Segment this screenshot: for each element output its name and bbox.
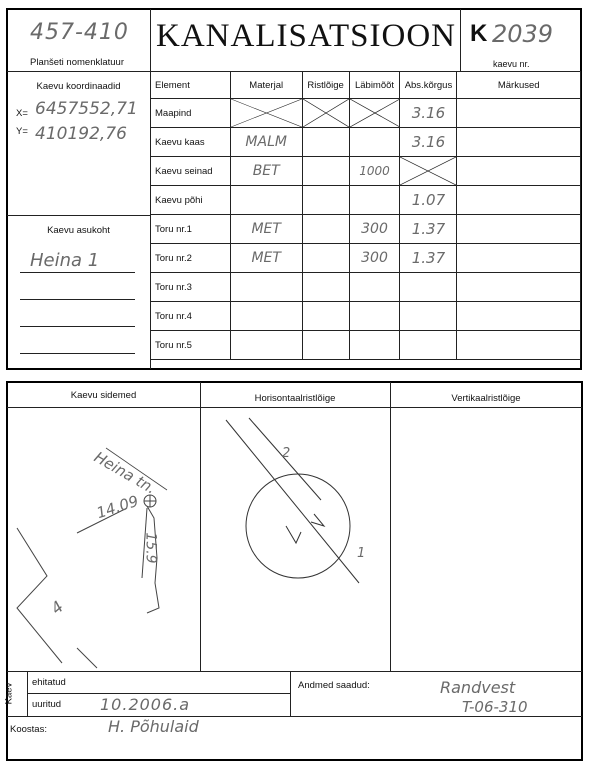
nomenclature-label: Planšeti nomenklatuur (30, 57, 124, 68)
ehitatud-label: ehitatud (32, 677, 66, 688)
andmed-value-1: Randvest (440, 678, 516, 697)
koostas-label: Koostas: (10, 724, 47, 735)
table-row (151, 331, 581, 360)
row-diameter: 300 (349, 215, 400, 244)
table-row (151, 186, 581, 215)
row-height (400, 273, 457, 302)
row-element: Kaevu kaas (151, 128, 231, 157)
row-section (302, 215, 349, 244)
kaev-label: Kaev (3, 682, 15, 705)
table-row (151, 99, 581, 128)
header-height: Abs.kõrgus (400, 72, 457, 99)
row-section (302, 244, 349, 273)
row-note (457, 186, 581, 215)
row-note (457, 302, 581, 331)
row-diameter (349, 302, 400, 331)
header-material: Materjal (230, 72, 302, 99)
row-diameter (349, 128, 400, 157)
koostas-value: H. Põhulaid (108, 717, 199, 736)
header-element: Element (151, 72, 231, 99)
row-material: BET (230, 157, 302, 186)
row-height (400, 331, 457, 360)
y-label: Y= (16, 126, 28, 137)
row-material (230, 186, 302, 215)
table-row (151, 215, 581, 244)
row-element: Toru nr.1 (151, 215, 231, 244)
row-note (457, 215, 581, 244)
well-prefix: K (470, 20, 488, 47)
row-note (457, 128, 581, 157)
row-height: 1.37 (400, 215, 457, 244)
andmed-value-2: T-06-310 (462, 698, 528, 716)
row-material: MALM (230, 128, 302, 157)
crossed-cell (302, 99, 349, 128)
row-diameter (349, 331, 400, 360)
row-height: 1.07 (400, 186, 457, 215)
well-label: kaevu nr. (493, 59, 530, 69)
row-diameter: 1000 (349, 157, 400, 186)
house-outline (17, 528, 62, 663)
row-diameter (349, 273, 400, 302)
row-diameter (349, 186, 400, 215)
row-height (400, 302, 457, 331)
y-value: 410192,76 (35, 124, 127, 144)
row-note (457, 244, 581, 273)
location-value: Heina 1 (30, 250, 100, 271)
table-row (151, 244, 581, 273)
row-material: MET (230, 244, 302, 273)
header-section: Ristlõige (302, 72, 349, 99)
row-height: 3.16 (400, 128, 457, 157)
row-material (230, 302, 302, 331)
row-element: Toru nr.3 (151, 273, 231, 302)
page-title: KANALISATSIOON (156, 18, 456, 54)
row-note (457, 157, 581, 186)
element-table (150, 71, 581, 360)
row-section (302, 273, 349, 302)
uuritud-label: uuritud (32, 699, 62, 710)
row-element: Maapind (151, 99, 231, 128)
row-section (302, 128, 349, 157)
row-material (230, 273, 302, 302)
row-element: Kaevu põhi (151, 186, 231, 215)
sketch-street-label: Heina tn. (91, 448, 160, 498)
row-diameter: 300 (349, 244, 400, 273)
table-row (151, 128, 581, 157)
coords-label: Kaevu koordinaadid (36, 81, 121, 92)
crossed-cell (230, 99, 302, 128)
hsec-pipe-1: 1 (357, 546, 366, 561)
pipe-line-1 (226, 420, 359, 583)
crossed-cell (349, 99, 400, 128)
row-element: Toru nr.2 (151, 244, 231, 273)
table-row (151, 273, 581, 302)
row-section (302, 157, 349, 186)
crossed-cell (400, 157, 457, 186)
x-label: X= (16, 108, 28, 119)
table-row (151, 302, 581, 331)
location-label: Kaevu asukoht (47, 225, 110, 236)
sketch-dist1: 14.09 (94, 491, 141, 523)
horizontal-section-sketch (201, 408, 390, 670)
row-element: Toru nr.4 (151, 302, 231, 331)
row-material (230, 331, 302, 360)
sketch-dist2: 15.9 (142, 532, 159, 564)
table-row (151, 157, 581, 186)
col-vertical-title: Vertikaalristlõige (451, 393, 521, 404)
col-horizontal-title: Horisontaalristlõige (254, 393, 336, 404)
sketch-house-label: 4 (47, 596, 68, 619)
row-height: 1.37 (400, 244, 457, 273)
row-note (457, 331, 581, 360)
row-section (302, 302, 349, 331)
col-links-title: Kaevu sidemed (70, 390, 137, 401)
well-number: 2039 (492, 20, 554, 48)
row-section (302, 331, 349, 360)
row-element: Kaevu seinad (151, 157, 231, 186)
andmed-label: Andmed saadud: (298, 680, 370, 691)
x-value: 6457552,71 (35, 99, 138, 119)
row-section (302, 186, 349, 215)
manhole-circle (246, 474, 350, 578)
row-note (457, 99, 581, 128)
nomenclature-value: 457-410 (30, 20, 129, 45)
header-diameter: Läbimõõt (349, 72, 400, 99)
header-notes: Märkused (457, 72, 581, 99)
row-material: MET (230, 215, 302, 244)
row-element: Toru nr.5 (151, 331, 231, 360)
uuritud-value: 10.2006.a (100, 695, 191, 714)
row-height: 3.16 (400, 99, 457, 128)
hsec-pipe-2: 2 (282, 446, 291, 461)
well-links-sketch (7, 408, 200, 670)
row-note (457, 273, 581, 302)
